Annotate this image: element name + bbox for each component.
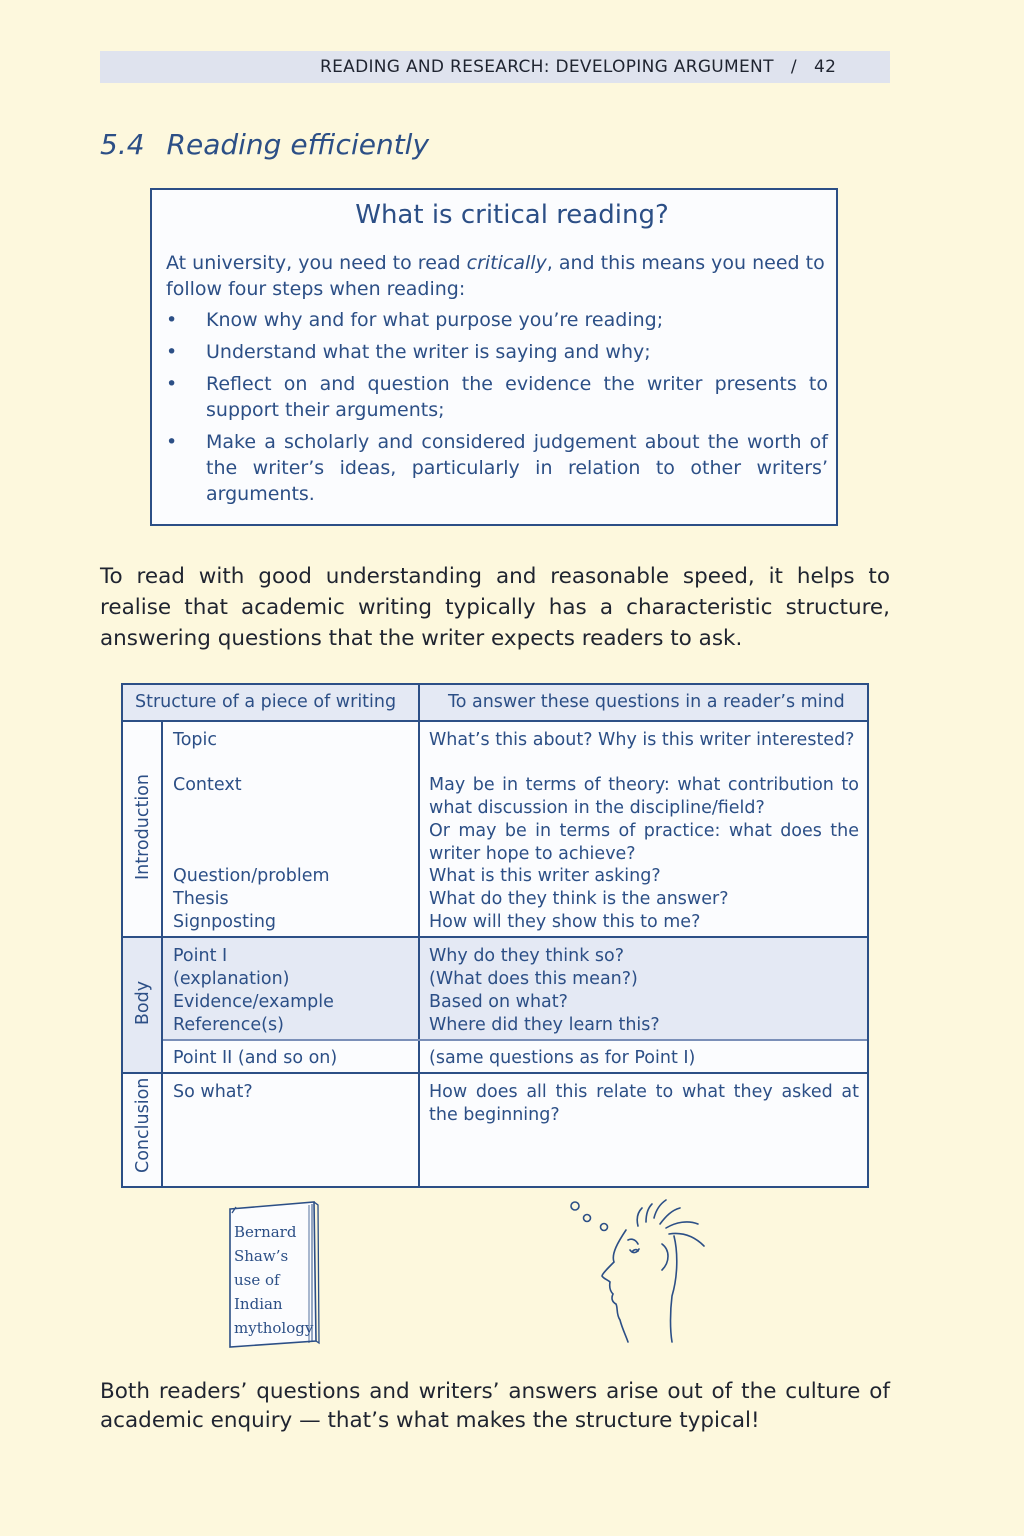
- structure-topic: Topic: [173, 730, 218, 750]
- thought-bubble-icon: [584, 1215, 591, 1222]
- thinking-face-illustration: [566, 1196, 716, 1352]
- question-point1: Why do they think so?: [429, 946, 625, 966]
- question-point2: (same questions as for Point I): [429, 1048, 696, 1068]
- step-item: [166, 339, 828, 365]
- structure-point2: Point II (and so on): [173, 1048, 338, 1068]
- running-head-title: READING AND RESEARCH: DEVELOPING ARGUMENT: [320, 57, 774, 77]
- structure-explanation: (explanation): [173, 969, 290, 989]
- section-number: 5.4: [100, 128, 145, 161]
- booklet-line: Indian: [234, 1295, 283, 1313]
- structure-point1: Point I: [173, 946, 228, 966]
- label-column-divider: [161, 722, 163, 1186]
- booklet-line: Bernard: [234, 1223, 297, 1241]
- running-head: [320, 57, 836, 77]
- page-number: 42: [814, 57, 837, 77]
- body-paragraph-structure: To read with good understanding and reasonable speed, it helps to realise that academic writing typically has a characteristic structure, answering questions that the writer expects readers to ask.: [100, 564, 890, 651]
- section-label-conclusion: Conclusion: [133, 1077, 153, 1173]
- critical-reading-title: What is critical reading?: [355, 200, 669, 230]
- booklet-line: Shaw’s: [234, 1247, 289, 1265]
- structure-references: Reference(s): [173, 1015, 284, 1035]
- bullet-icon: •: [166, 309, 178, 331]
- step-item: [166, 371, 828, 423]
- critical-reading-intro: [166, 250, 828, 302]
- step-text: Make a scholarly and considered judgement about the worth of the writer’s ideas, particularly in relation to other writers’ arguments.: [206, 431, 828, 505]
- intro-text-italic: critically: [466, 252, 547, 274]
- question-references: Where did they learn this?: [429, 1015, 660, 1035]
- step-text: Reflect on and question the evidence the writer presents to support their arguments;: [206, 373, 828, 421]
- question-evidence: Based on what?: [429, 992, 568, 1012]
- intro-text-end: , and this means you need to follow four steps when reading:: [166, 252, 825, 300]
- section-heading: [100, 128, 429, 161]
- thought-bubble-icon: [601, 1224, 608, 1231]
- structure-evidence: Evidence/example: [173, 992, 334, 1012]
- row-divider-point2: [163, 1039, 867, 1041]
- section-title: Reading efficiently: [166, 128, 430, 161]
- structure-context: Context: [173, 775, 242, 795]
- booklet-line: mythology: [234, 1319, 314, 1337]
- question-asking: What is this writer asking?: [429, 866, 661, 886]
- step-item: [166, 429, 828, 507]
- structure-signposting: Signposting: [173, 912, 277, 932]
- booklet-line: use of: [234, 1271, 280, 1289]
- question-thesis: What do they think is the answer?: [429, 889, 729, 909]
- structure-table: [121, 683, 869, 1188]
- table-header-structure: Structure of a piece of writing: [135, 692, 397, 712]
- bullet-icon: •: [166, 341, 178, 363]
- thought-bubble-icon: [571, 1202, 579, 1210]
- question-practice: Or may be in terms of practice: what does the writer hope to achieve?: [429, 821, 859, 864]
- critical-reading-steps: [166, 307, 828, 513]
- row-divider-body-conclusion: [123, 1072, 867, 1074]
- bullet-icon: •: [166, 373, 178, 395]
- section-label-body: Body: [133, 980, 153, 1026]
- question-signposting: How will they show this to me?: [429, 912, 701, 932]
- question-topic: What’s this about? Why is this writer interested?: [429, 730, 855, 750]
- step-text: Understand what the writer is saying and why;: [206, 341, 651, 363]
- structure-question: Question/problem: [173, 866, 330, 886]
- running-head-separator: /: [790, 57, 797, 77]
- step-text: Know why and for what purpose you’re reading;: [206, 309, 664, 331]
- row-divider-intro-body: [123, 936, 867, 938]
- question-so-what: How does all this relate to what they asked at the beginning?: [429, 1082, 859, 1125]
- bullet-icon: •: [166, 431, 178, 453]
- booklet-title: [234, 1220, 313, 1340]
- structure-thesis: Thesis: [173, 889, 229, 909]
- table-header-questions: To answer these questions in a reader’s mind: [448, 692, 845, 712]
- question-context: May be in terms of theory: what contribution to what discussion in the discipline/field?: [429, 775, 859, 818]
- step-item: [166, 307, 828, 333]
- structure-so-what: So what?: [173, 1082, 253, 1102]
- question-explanation: (What does this mean?): [429, 969, 638, 989]
- section-label-introduction: Introduction: [133, 774, 153, 880]
- intro-text-start: At university, you need to read: [166, 252, 467, 274]
- body-paragraph-closing: Both readers’ questions and writers’ answers arise out of the culture of academic enquiry — that’s what makes the structure typical!: [100, 1379, 890, 1433]
